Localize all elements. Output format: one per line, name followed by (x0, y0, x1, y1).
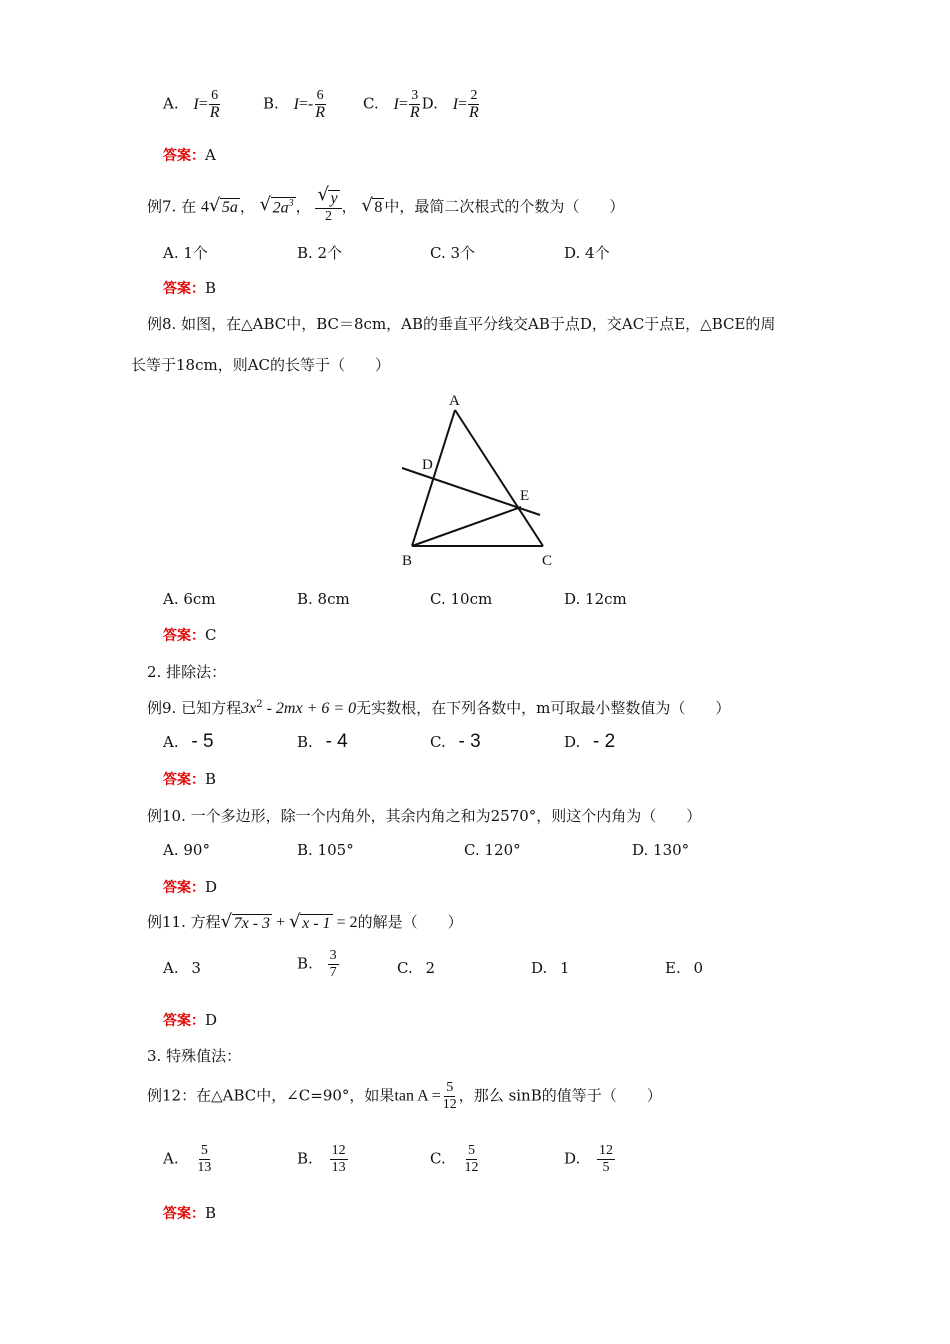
denominator: 13 (197, 1160, 212, 1175)
answer-label: 答案： (163, 772, 205, 788)
denominator: R (409, 104, 420, 121)
label-a: A (449, 393, 460, 409)
q10-option-d: D. 130° (632, 841, 690, 859)
fraction (195, 1143, 213, 1176)
numerator: 12 (599, 1143, 614, 1158)
q11-option-b (297, 948, 339, 981)
q8-option-b: B. 8cm (297, 590, 350, 608)
option-label: D. (531, 959, 548, 977)
option-label: D. (421, 94, 438, 113)
answer-value: D (205, 878, 218, 896)
q7-option-a: A. 1个 (163, 244, 208, 262)
denominator: 2 (325, 209, 333, 224)
fraction (328, 948, 339, 981)
radical: √ 7x - 3 (220, 910, 271, 932)
option-label: E. (665, 959, 681, 977)
section-heading-2: 2. 排除法： (147, 663, 227, 681)
q7-option-c: C. 3个 (430, 244, 476, 262)
exponent: 3 (288, 198, 294, 210)
q10-option-c: C. 120° (464, 841, 521, 859)
option-label: C. (363, 94, 379, 113)
q10-answer (163, 877, 217, 897)
separator: ， (341, 197, 357, 216)
q12-option-b (297, 1143, 348, 1176)
option-label: A. (163, 733, 179, 751)
math-eq: = (458, 95, 468, 113)
numerator: 3 (329, 948, 337, 963)
q11-answer (163, 1010, 217, 1030)
q11-question (147, 911, 463, 933)
option-value: 3 (191, 959, 201, 977)
math-op: + (272, 914, 290, 931)
math-eq: = (398, 95, 408, 113)
q12-option-d (564, 1143, 615, 1176)
question-text: ，那么 sinB的值等于（ ） (458, 1086, 662, 1105)
option-value: - 2 (593, 731, 616, 752)
q10-question: 例10. 一个多边形，除一个内角外，其余内角之和为2570°，则这个内角为（ ） (147, 807, 702, 825)
section-heading-3: 3. 特殊值法： (147, 1047, 242, 1065)
option-value: - 5 (191, 731, 214, 752)
q7-option-b: B. 2个 (297, 244, 343, 262)
q9-option-b (297, 731, 348, 753)
numerator: 6 (316, 88, 324, 103)
answer-label: 答案： (163, 628, 205, 644)
radical: √ y (317, 184, 338, 207)
q8-answer (163, 625, 216, 645)
q11-option-c (397, 959, 435, 977)
denominator: 13 (331, 1160, 346, 1175)
q6-option-b (263, 88, 327, 121)
q8-option-d: D. 12cm (564, 590, 627, 608)
answer-value: B (205, 1204, 217, 1222)
label-c: C (542, 553, 553, 569)
answer-label: 答案： (163, 1013, 205, 1029)
fraction (208, 88, 222, 121)
question-text: 例9. 已知方程 (147, 699, 242, 717)
fraction (467, 88, 481, 121)
option-label: B. (297, 733, 313, 751)
option-value: 0 (693, 959, 704, 977)
numerator: 5 (468, 1143, 475, 1158)
fraction (408, 88, 422, 121)
radical: √ 8 (361, 195, 383, 216)
option-label: B. (297, 954, 313, 973)
radicand: 5a (221, 199, 238, 216)
answer-value: C (205, 626, 217, 644)
numerator: 2 (470, 88, 478, 103)
radicand: 8 (374, 199, 383, 216)
q6-option-a (163, 88, 222, 121)
answer-label: 答案： (163, 148, 205, 164)
q8-question-line1: 例8. 如图，在△ABC中，BC＝8cm，AB的垂直平分线交AB于点D，交AC于点E，△BCE的周 (147, 315, 776, 333)
option-label: D. (564, 733, 581, 751)
option-value: - 3 (458, 731, 481, 752)
answer-value: D (205, 1011, 218, 1029)
radical: √ $2a^3$ (259, 194, 294, 217)
denominator: 12 (442, 1097, 457, 1112)
radical: √ x - 1 (289, 910, 331, 932)
math-term: tan A = (394, 1087, 441, 1105)
denominator: R (469, 104, 479, 121)
label-d: D (422, 457, 433, 473)
q8-option-c: C. 10cm (430, 590, 493, 608)
numerator: 6 (211, 88, 219, 103)
math-term: - 2mx + 6 = 0 (262, 700, 357, 717)
option-label: B. (297, 1149, 313, 1168)
q12-question (147, 1080, 662, 1113)
math-term: 3x (241, 700, 257, 717)
fraction (463, 1143, 481, 1176)
q8-question-line2: 长等于18cm，则AC的长等于（ ） (131, 356, 391, 374)
numerator: 5 (200, 1143, 208, 1158)
option-value: 2 (425, 959, 436, 977)
question-text: 例11. 方程 (147, 913, 221, 931)
option-label: A. (163, 959, 179, 977)
question-text: 例12：在△ABC中，∠C=90°，如果 (147, 1086, 395, 1105)
label-e: E (520, 488, 530, 504)
option-label: C. (430, 733, 446, 751)
denominator: 5 (602, 1160, 610, 1175)
answer-label: 答案： (163, 1206, 205, 1222)
q11-option-d (531, 959, 570, 977)
denominator: R (209, 104, 220, 121)
exponent: 2 (256, 699, 263, 710)
numerator: 3 (411, 88, 419, 103)
fraction (313, 88, 327, 121)
label-b: B (402, 553, 413, 569)
numerator: 5 (446, 1080, 454, 1095)
radicand: 7x - 3 (233, 914, 271, 932)
option-label: A. (163, 1149, 179, 1168)
q6-option-c (363, 88, 481, 121)
math-var: I (293, 95, 299, 113)
option-label: A. (163, 94, 179, 113)
math-rhs: = 2 (332, 914, 358, 931)
math-eq: =- (298, 95, 314, 113)
radicand: y (330, 190, 338, 207)
denominator: R (315, 104, 326, 121)
math-var: I (393, 95, 399, 113)
q9-answer (163, 769, 216, 789)
q7-option-d: D. 4个 (564, 244, 610, 262)
radicand: 2a (272, 199, 289, 217)
math-var: I (452, 95, 459, 113)
radical: √ 5a (208, 195, 238, 216)
fraction (441, 1080, 459, 1113)
q11-option-a (163, 959, 201, 977)
q7-answer (163, 278, 216, 298)
q10-option-b: B. 105° (297, 841, 354, 859)
triangle-figure (395, 390, 560, 570)
q9-option-c (430, 731, 481, 753)
fraction (597, 1143, 615, 1176)
question-text: 的解是（ ） (357, 913, 463, 931)
math-coef: 4 (200, 198, 209, 216)
option-label: D. (564, 1149, 581, 1168)
q6-answer (163, 145, 216, 165)
q12-option-c (430, 1143, 481, 1176)
radicand: x - 1 (302, 914, 331, 932)
option-label: C. (397, 959, 413, 977)
answer-value: B (205, 279, 217, 297)
answer-value: A (205, 146, 216, 164)
math-var: I (193, 95, 199, 113)
answer-label: 答案： (163, 880, 205, 896)
numerator: 12 (331, 1143, 346, 1158)
denominator: 12 (464, 1160, 479, 1175)
q9-question (147, 697, 730, 718)
q12-option-a (163, 1143, 213, 1176)
segment-be (412, 507, 521, 546)
option-value: - 4 (325, 731, 348, 752)
q7-question (147, 184, 625, 225)
math-eq: = (198, 95, 208, 113)
q9-option-a (163, 731, 214, 753)
option-label: C. (430, 1149, 446, 1168)
separator: ， (239, 197, 255, 216)
question-text: 无实数根，在下列各数中，m可取最小整数值为（ ） (356, 699, 731, 717)
q8-option-a: A. 6cm (163, 590, 216, 608)
q12-answer (163, 1203, 216, 1223)
denominator: 7 (329, 965, 337, 980)
option-value: 1 (560, 959, 570, 977)
question-text: 中，最简二次根式的个数为（ ） (384, 197, 625, 216)
answer-label: 答案： (163, 281, 205, 297)
q9-option-d (564, 731, 615, 753)
q10-option-a: A. 90° (163, 841, 210, 859)
fraction (315, 184, 341, 225)
answer-value: B (205, 770, 217, 788)
option-label: B. (263, 94, 279, 113)
question-text: 例7. 在 (147, 197, 197, 216)
q11-option-e (665, 959, 703, 977)
separator: ， (295, 197, 311, 216)
fraction (330, 1143, 348, 1176)
